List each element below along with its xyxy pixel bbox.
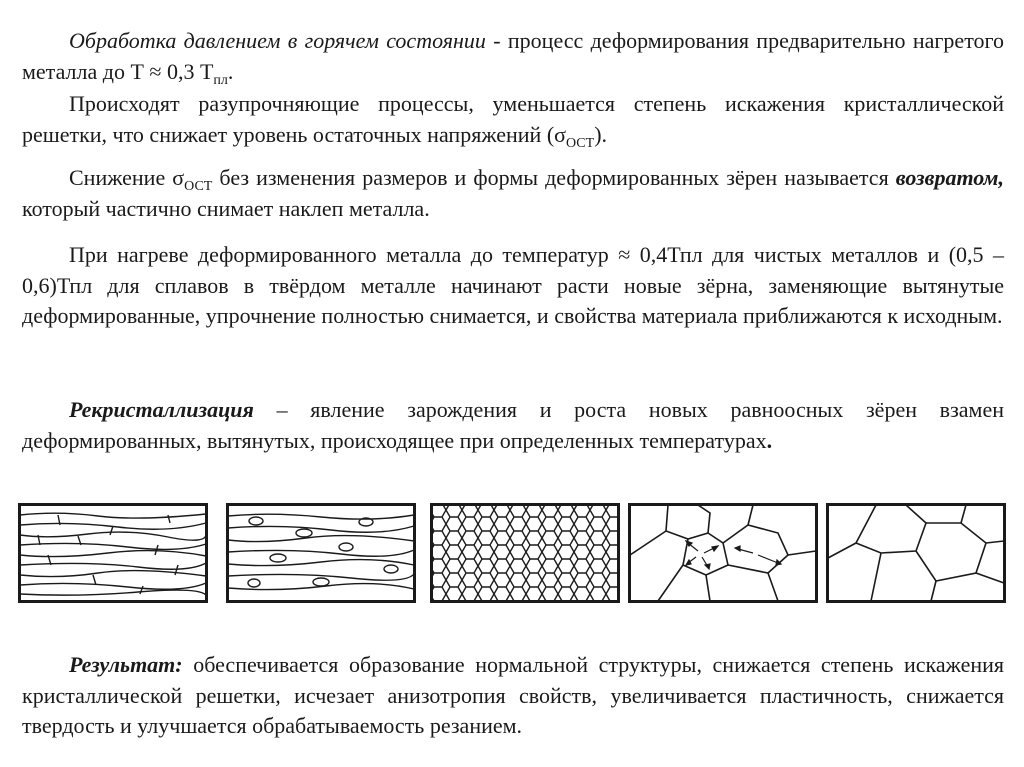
recrystallization-end: . (766, 427, 773, 453)
hot-working-definition: - процесс деформирования предварительно нагретого металла до Т ≈ 0,3 Т (22, 28, 1004, 84)
fine-grains-figure (430, 503, 620, 603)
softening-text: Происходят разупрочняющие процессы, уменьшается степень искажения кристаллической решетки, что снижает уровень остаточных напряжений (σ (22, 91, 1004, 147)
residual-stress-subscript: ОСТ (566, 135, 595, 151)
paragraph-softening (22, 89, 1004, 150)
result-text: обеспечивается образование нормальной структуры, снижается степень искажения кристаллической решетки, исчезает анизотропия свойств, увеличивается пластичность, снижается твердость и улучшается обрабатываемость резанием. (22, 652, 1004, 738)
deformed-grains-figure (18, 503, 208, 603)
recovery-subscript: ОСТ (184, 179, 213, 194)
microstructure-figures (18, 503, 1008, 603)
recovery-text-3: который частично снимает наклеп металла. (22, 195, 430, 221)
term-recrystallization: Рекристаллизация (69, 397, 254, 422)
term-hot-working: Обработка давлением в горячем состоянии (69, 28, 486, 53)
term-result: Результат: (69, 652, 183, 677)
nucleation-figure (226, 503, 416, 603)
melting-subscript: пл (213, 72, 228, 88)
paragraph-hot-working (22, 26, 1004, 87)
softening-end: ). (594, 121, 608, 147)
term-recovery: возвратом, (895, 165, 1004, 190)
paragraph-recovery (22, 163, 1004, 224)
paragraph-result (22, 650, 1004, 742)
hot-working-end: . (227, 58, 234, 84)
paragraph-recrystallization (22, 395, 1004, 456)
recovery-text-2: без изменения размеров и формы деформированных зёрен называется (212, 165, 896, 190)
grain-growth-figure (628, 503, 818, 603)
recovery-text: Снижение σ (69, 165, 185, 190)
heating-text: При нагреве деформированного металла до температур ≈ 0,4Тпл для чистых металлов и (0,5 – 0,6)Тпл для сплавов в твёрдом металле начинают расти новые зёрна, заменяющие вытянутые деформированные, упрочнение полностью снимается, и свойства материала приближаются к исходным. (22, 242, 1004, 328)
paragraph-heating (22, 240, 1004, 332)
recrystallization-definition: – явление зарождения и роста новых равноосных зёрен взамен деформированных, вытянутых, происходящее при определенных температурах (22, 397, 1004, 453)
coarse-grains-figure (826, 503, 1006, 603)
